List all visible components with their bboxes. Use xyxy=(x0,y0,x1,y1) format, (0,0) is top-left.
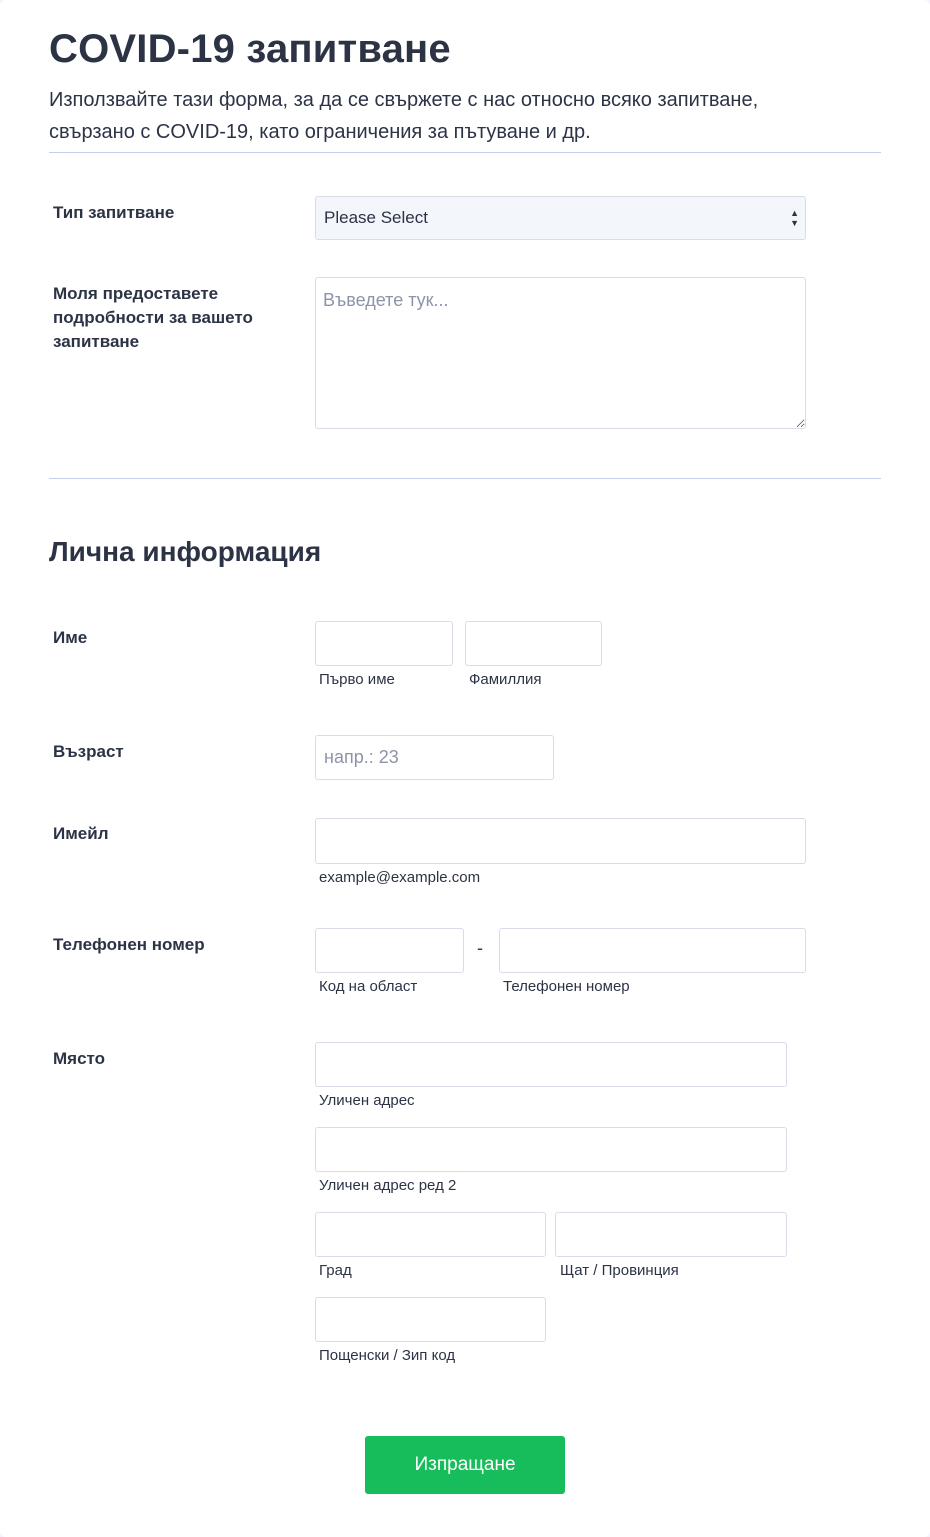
age-label: Възраст xyxy=(53,742,124,761)
last-name-input[interactable] xyxy=(465,621,602,666)
email-input[interactable] xyxy=(315,818,806,864)
street-address-sublabel: Уличен адрес xyxy=(319,1092,415,1109)
state-sublabel: Щат / Провинция xyxy=(560,1262,679,1279)
phone-number-sublabel: Телефонен номер xyxy=(503,978,630,995)
section-title-personal: Лична информация xyxy=(49,536,322,567)
zip-input[interactable] xyxy=(315,1297,546,1342)
first-name-sublabel: Първо име xyxy=(319,671,395,688)
place-label: Място xyxy=(53,1049,106,1068)
phone-number-input[interactable] xyxy=(499,928,806,973)
street-address-2-sublabel: Уличен адрес ред 2 xyxy=(319,1177,457,1194)
last-name-sublabel: Фамиллия xyxy=(469,671,542,688)
page-title: COVID-19 запитване xyxy=(49,27,451,71)
first-name-input[interactable] xyxy=(315,621,453,666)
age-input[interactable] xyxy=(315,735,554,780)
phone-label: Телефонен номер xyxy=(53,935,205,954)
page-subtitle: Използвайте тази форма, за да се свържете с нас относно всяко запитване, свързано с COVID-19, като ограничения за пътуване и др. xyxy=(49,89,759,143)
email-sublabel: example@example.com xyxy=(319,869,481,886)
details-textarea[interactable] xyxy=(315,277,806,429)
area-code-input[interactable] xyxy=(315,928,464,973)
name-label: Име xyxy=(53,628,88,647)
state-input[interactable] xyxy=(555,1212,787,1257)
details-label: Моля предоставете подробности за вашето запитване xyxy=(53,284,253,351)
select-arrows-icon: ▲ ▼ xyxy=(790,208,799,228)
city-input[interactable] xyxy=(315,1212,546,1257)
inquiry-type-select[interactable] xyxy=(315,196,806,240)
street-address-2-input[interactable] xyxy=(315,1127,787,1172)
zip-sublabel: Пощенски / Зип код xyxy=(319,1347,456,1364)
area-code-sublabel: Код на област xyxy=(319,978,418,995)
header-divider xyxy=(49,152,881,153)
inquiry-type-value: Please Select xyxy=(324,208,428,227)
section-divider xyxy=(49,478,881,479)
street-address-input[interactable] xyxy=(315,1042,787,1087)
email-label: Имейл xyxy=(53,824,109,843)
phone-separator: - xyxy=(477,938,483,958)
inquiry-type-label: Тип запитване xyxy=(53,203,175,222)
city-sublabel: Град xyxy=(319,1262,352,1279)
submit-button[interactable]: Изпращане xyxy=(365,1436,565,1494)
